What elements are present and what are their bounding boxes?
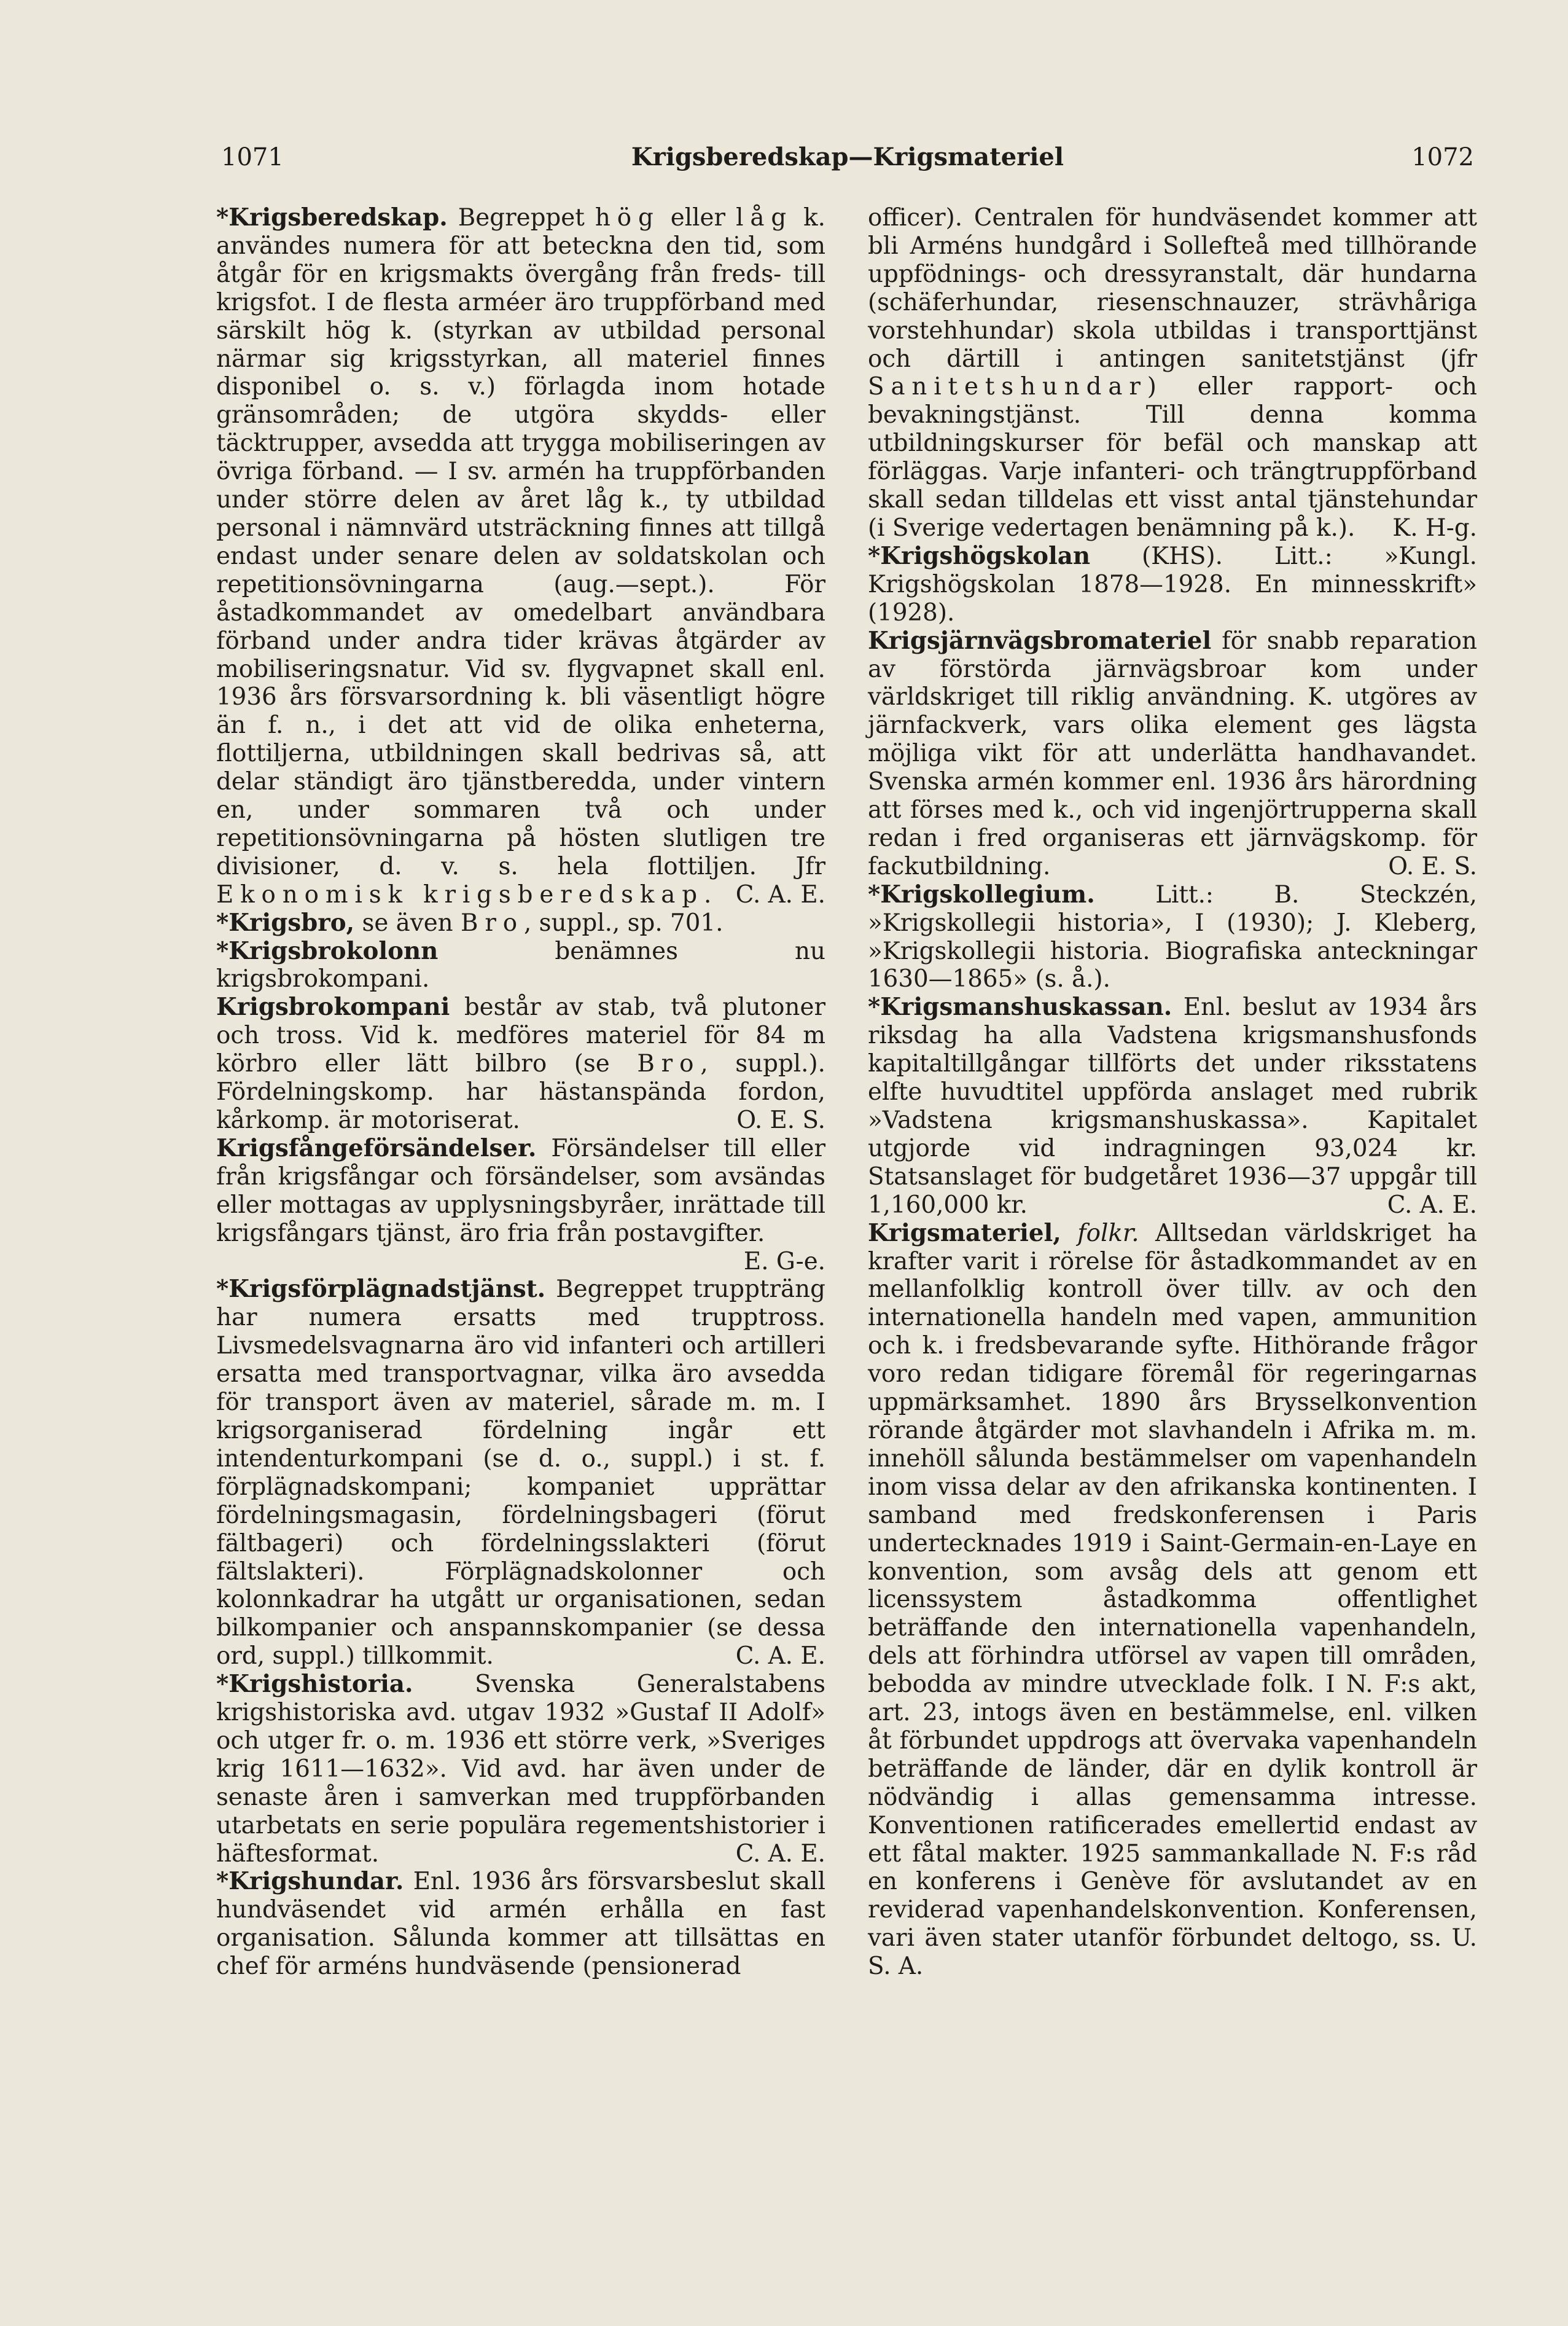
entry-headword: *Krigskollegium. <box>868 880 1095 909</box>
spaced-cross-reference: Ekonomisk krigsberedskap <box>216 880 704 909</box>
spaced-cross-reference: Sanitetshundar <box>868 373 1147 401</box>
entry-text: eller <box>660 204 736 232</box>
italic-text: folkr. <box>1077 1219 1139 1247</box>
encyclopedia-entry <box>868 993 1477 1219</box>
entry-text: Begreppet truppträng har numera ersatts med trupptross. Livsmedelsvagnarna äro vid infanteri och artilleri ersatta med transportvagnar, vilka äro avsedda för transport även av materiel, sårade m. m. I krigsorganiserad fördelning ingår ett intendenturkompani (se d. o., suppl.) i st. f. förplägnadskompani; kompaniet upprättar fördelningsmagasin, fördelningsbageri (förut fältbageri) och fördelningsslakteri (förut fältslakteri). Förplägnadskolonner och kolonnkadrar ha utgått ur organisationen, sedan bilkompanier och anspannskompanier (se dessa ord, suppl.) tillkommit. <box>216 1275 825 1670</box>
entry-text: Svenska Generalstabens krigshistoriska avd. utgav 1932 »Gustaf II Adolf» och utger fr. o. m. 1936 ett större verk, »Sveriges krig 1611—1632». Vid avd. har även under de senaste åren i samverkan med truppförbanden utarbetats en serie populära regementshistorier i häftesformat. <box>216 1670 825 1868</box>
spaced-cross-reference: låg <box>736 204 794 232</box>
entry-headword: *Krigsmanshuskassan. <box>868 993 1172 1022</box>
entry-headword: *Krigsberedskap. <box>216 204 448 232</box>
entry-text: ) eller rapport- och bevakningstjänst. Till denna komma utbildningskurser för befäl och manskap att förläggas. Varje infanteri- och trängtruppförband skall sedan tilldelas ett visst antal tjänstehundar (i Sverige vedertagen benämning på k.). <box>868 373 1477 542</box>
spaced-cross-reference: hög <box>595 204 660 232</box>
entry-headword: *Krigsbrokolonn <box>216 937 439 965</box>
encyclopedia-entry <box>868 204 1477 542</box>
entry-headword: *Krigsförplägnadstjänst. <box>216 1275 546 1304</box>
encyclopedia-entry <box>216 1135 825 1276</box>
page-number-left: 1071 <box>221 143 284 171</box>
entry-text: för snabb reparation av förstörda järnvägsbroar kom under världskriget till riklig användning. K. utgöres av järnfackverk, vars olika element ges lägsta möjliga vikt för att underlätta handhavandet. Svenska armén kommer enl. 1936 års härordning att förses med k., och vid ingenjörtrupperna skall redan i fred organiseras ett järnvägskomp. för fackutbildning. <box>868 627 1477 880</box>
entry-text: Begreppet <box>447 204 595 232</box>
entry-headword: *Krigsbro, <box>216 909 355 937</box>
page-number-right: 1072 <box>1411 143 1474 171</box>
author-signature: C. A. E. <box>735 1642 825 1670</box>
author-signature: C. A. E. <box>1387 1191 1477 1219</box>
entry-text: (KHS). Litt.: »Kungl. Krigshögskolan 1878—1928. En minnesskrift» (1928). <box>868 542 1477 627</box>
encyclopedia-entry <box>216 909 825 938</box>
entry-text: k. användes numera för att beteckna den tid, som åtgår för en krigsmakts övergång från freds- till krigsfot. I de flesta arméer äro truppförband med särskilt hög k. (styrkan av utbildad personal närmar sig krigsstyrkan, all materiel finnes disponibel o. s. v.) förlagda inom hotade gränsområden; de utgöra skydds- eller täcktrupper, avsedda att trygga mobiliseringen av övriga förband. — I sv. armén ha truppförbanden under större delen av året låg k., ty utbildad personal i nämnvärd utsträckning finnes att tillgå endast under senare delen av soldatskolan och repetitionsövningarna (aug.—sept.). För åstadkommandet av omedelbart användbara förband under andra tider krävas åtgärder av mobiliseringsnatur. Vid sv. flygvapnet skall enl. 1936 års försvarsordning k. bli väsentligt högre än f. n., i det att vid de olika enheterna, flottiljerna, utbildningen skall bedrivas så, att delar ständigt äro tjänstberedda, under vintern en, under sommaren två och under repetitionsövningarna på hösten slutligen tre divisioner, d. v. s. hela flottiljen. Jfr <box>216 204 826 880</box>
author-signature: O. E. S. <box>1388 852 1477 880</box>
entry-text: Enl. 1936 års försvarsbeslut skall hundväsendet vid armén erhålla en fast organisation. Sålunda kommer att tillsättas en chef för arméns hundväsende (pensionerad <box>216 1868 825 1981</box>
encyclopedia-entry <box>216 1275 825 1670</box>
entry-text: Litt.: B. Steckzén, »Krigskollegii historia», I (1930); J. Kleberg, »Krigskollegii historia. Biografiska anteckningar 1630—1865» (s. å.). <box>868 880 1477 993</box>
encyclopedia-entry <box>868 627 1477 881</box>
author-signature: K. H-g. <box>1392 514 1477 542</box>
entry-text: . <box>703 880 712 909</box>
entry-text: Enl. beslut av 1934 års riksdag ha alla Vadstena krigsmanshusfonds kapitaltillgångar tillförts det under riksstatens elfte huvudtitel uppförda anslaget med rubrik »Vadstena krigsmanshuskassa». Kapitalet utgjorde vid indragningen 93,024 kr. Statsanslaget för budgetåret 1936—37 uppgår till 1,160,000 kr. <box>868 993 1477 1219</box>
entry-headword: Krigsfångeförsändelser. <box>216 1134 537 1162</box>
entry-headword: *Krigshistoria. <box>216 1670 413 1699</box>
encyclopedia-entry <box>868 881 1477 994</box>
entry-text: , suppl.). Fördelningskomp. har hästanspända fordon, kårkomp. är motoriserat. <box>216 1050 825 1134</box>
entry-headword: *Krigshögskolan <box>868 542 1091 570</box>
left-text-column <box>216 204 825 1981</box>
entry-text: se även <box>354 909 461 937</box>
spaced-cross-reference: Bro <box>460 909 524 937</box>
encyclopedia-entry <box>216 204 825 909</box>
entry-text: officer). Centralen för hundväsendet kommer att bli Arméns hundgård i Sollefteå med tillhörande uppfödnings- och dressyranstalt, där hundarna (schäferhundar, riesenschnauzer, strävhåriga vorstehhundar) skola utbildas i transporttjänst och därtill i antingen sanitetstjänst (jfr <box>868 204 1477 373</box>
encyclopedia-entry <box>216 1670 825 1868</box>
encyclopedia-entry <box>216 993 825 1135</box>
entry-headword: Krigsjärnvägsbromateriel <box>868 627 1212 655</box>
entry-text: , suppl., sp. 701. <box>524 909 724 937</box>
running-header <box>221 140 1474 183</box>
entry-text: Alltsedan världskriget ha krafter varit i rörelse för åstadkommandet av en mellanfolklig kontroll över tillv. av och den internationella handeln med vapen, ammunition och k. i fredsbevarande syfte. Hithörande frågor voro redan tidigare föremål för regeringarnas uppmärksamhet. 1890 års Brysselkonvention rörande åtgärder mot slavhandeln i Afrika m. m. innehöll sålunda bestämmelser om vapenhandeln inom vissa delar av den afrikanska kontinenten. I samband med fredskonferensen i Paris undertecknades 1919 i Saint-Germain-en-Laye en konvention, som avsåg dels att genom ett licenssystem åstadkomma offentlighet beträffande den internationella vapenhandeln, dels att förhindra utförsel av vapen till områden, bebodda av mindre utvecklade folk. I N. F:s akt, art. 23, intogs även en bestämmelse, enl. vilken åt förbundet uppdrogs att övervaka vapenhandeln beträffande de länder, där en dylik kontroll är nödvändig i allas gemensamma intresse. Konventionen ratificerades emellertid endast av ett fåtal makter. 1925 sammankallade N. F:s råd en konferens i Genève för avslutandet av en reviderad vapenhandelskonvention. Konferensen, vari även stater utanför förbundet deltogo, ss. U. S. A. <box>868 1219 1477 1981</box>
entry-text: Försändelser till eller från krigsfångar och försändelser, som avsändas eller mottagas av upplysningsbyråer, inrättade till krigsfångars tjänst, äro fria från postavgifter. <box>216 1134 825 1247</box>
entry-headword: *Krigshundar. <box>216 1868 404 1896</box>
encyclopedia-entry <box>868 542 1477 627</box>
author-signature: C. A. E. <box>735 880 825 909</box>
author-signature: C. A. E. <box>735 1839 825 1868</box>
author-signature: O. E. S. <box>736 1106 825 1134</box>
entry-text <box>1061 1220 1078 1247</box>
entry-text: benämnes nu krigsbrokompani. <box>216 937 825 993</box>
right-text-column <box>868 204 1477 1981</box>
entry-headword: Krigsmateriel, <box>868 1219 1061 1247</box>
entry-text: består av stab, två plutoner och tross. Vid k. medföres materiel för 84 m körbro eller lätt bilbro (se <box>216 993 825 1078</box>
encyclopedia-entry <box>868 1220 1477 1981</box>
spaced-cross-reference: Bro <box>637 1050 701 1078</box>
running-title: Krigsberedskap—Krigsmateriel <box>631 143 1064 171</box>
encyclopedia-entry <box>216 938 825 994</box>
encyclopedia-entry <box>216 1868 825 1981</box>
author-signature: E. G-e. <box>743 1247 825 1275</box>
entry-headword: Krigsbrokompani <box>216 993 450 1022</box>
